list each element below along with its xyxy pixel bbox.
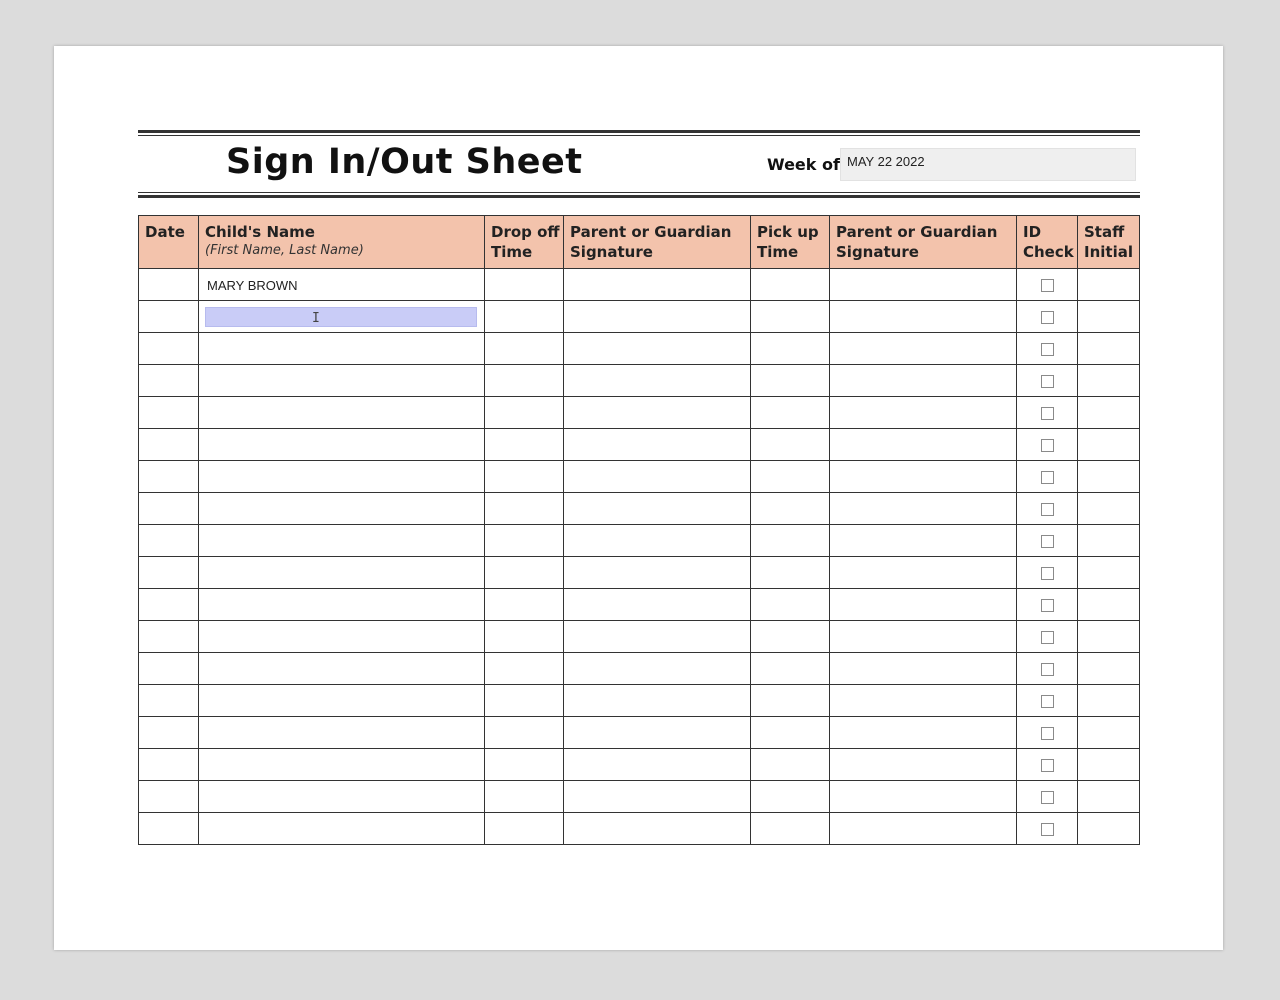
id-check-checkbox[interactable] [1041,407,1054,420]
id-check-cell [1017,525,1078,557]
column-label: Child's Name [205,223,315,241]
pick-up-time-cell[interactable] [751,813,830,845]
pickup-signature-cell[interactable] [830,685,1017,717]
table-row [139,301,1140,333]
id-check-cell [1017,781,1078,813]
pickup-signature-cell[interactable] [830,653,1017,685]
pick-up-time-cell[interactable] [751,557,830,589]
dropoff-signature-cell[interactable] [564,653,751,685]
child-name-cell[interactable] [199,813,485,845]
pick-up-time-cell[interactable] [751,429,830,461]
drop-off-time-cell[interactable] [485,781,564,813]
pickup-signature-cell[interactable] [830,557,1017,589]
staff-initial-cell[interactable] [1078,429,1140,461]
child-name-cell[interactable] [199,589,485,621]
column-header-child-name [199,216,485,269]
child-name-cell[interactable] [199,397,485,429]
id-check-checkbox[interactable] [1041,823,1054,836]
pick-up-time-cell[interactable] [751,781,830,813]
dropoff-signature-cell[interactable] [564,749,751,781]
pickup-signature-cell[interactable] [830,365,1017,397]
child-name-text [199,598,207,613]
dropoff-signature-cell[interactable] [564,589,751,621]
table-row [139,813,1140,845]
staff-initial-cell[interactable] [1078,653,1140,685]
id-check-cell [1017,621,1078,653]
pickup-signature-cell[interactable] [830,493,1017,525]
pickup-signature-cell[interactable] [830,461,1017,493]
column-label: Parent or Guardian Signature [836,223,998,261]
pickup-signature-cell[interactable] [830,781,1017,813]
id-check-checkbox[interactable] [1041,375,1054,388]
id-check-cell [1017,717,1078,749]
pickup-signature-cell[interactable] [830,429,1017,461]
sheet-title: Sign In/Out Sheet [226,142,583,182]
staff-initial-cell[interactable] [1078,525,1140,557]
child-name-cell[interactable] [199,365,485,397]
id-check-checkbox[interactable] [1041,631,1054,644]
id-check-cell [1017,397,1078,429]
drop-off-time-cell[interactable] [485,557,564,589]
column-header-id-check [1017,216,1078,269]
drop-off-time-cell[interactable] [485,685,564,717]
text-cursor-icon: I [312,310,320,326]
dropoff-signature-cell[interactable] [564,429,751,461]
child-name-cell[interactable] [199,781,485,813]
id-check-checkbox[interactable] [1041,791,1054,804]
pickup-signature-cell[interactable] [830,813,1017,845]
id-check-checkbox[interactable] [1041,439,1054,452]
child-name-text [199,534,207,549]
drop-off-time-cell[interactable] [485,493,564,525]
staff-initial-cell[interactable] [1078,749,1140,781]
child-name-cell[interactable] [199,269,485,301]
child-name-input-focused[interactable] [205,307,477,327]
id-check-checkbox[interactable] [1041,599,1054,612]
table-row [139,429,1140,461]
dropoff-signature-cell[interactable] [564,557,751,589]
id-check-cell [1017,461,1078,493]
child-name-text [199,438,207,453]
drop-off-time-cell[interactable] [485,333,564,365]
column-label: Pick up Time [757,223,819,261]
child-name-text [199,630,207,645]
drop-off-time-cell[interactable] [485,301,564,333]
pick-up-time-cell[interactable] [751,333,830,365]
date-cell[interactable] [139,621,199,653]
id-check-cell [1017,589,1078,621]
header-rule-top [138,130,1140,133]
drop-off-time-cell[interactable] [485,397,564,429]
staff-initial-cell[interactable] [1078,269,1140,301]
dropoff-signature-cell[interactable] [564,397,751,429]
drop-off-time-cell[interactable] [485,525,564,557]
date-cell[interactable] [139,813,199,845]
table-row [139,653,1140,685]
id-check-checkbox[interactable] [1041,279,1054,292]
date-cell[interactable] [139,653,199,685]
column-header-pickup-signature [830,216,1017,269]
table-row [139,525,1140,557]
dropoff-signature-cell[interactable] [564,525,751,557]
id-check-checkbox[interactable] [1041,535,1054,548]
dropoff-signature-cell[interactable] [564,685,751,717]
child-name-text [199,694,207,709]
child-name-text [199,790,207,805]
child-name-text [199,726,207,741]
pickup-signature-cell[interactable] [830,749,1017,781]
drop-off-time-cell[interactable] [485,429,564,461]
dropoff-signature-cell[interactable] [564,813,751,845]
dropoff-signature-cell[interactable] [564,269,751,301]
pickup-signature-cell[interactable] [830,717,1017,749]
id-check-cell [1017,493,1078,525]
id-check-checkbox[interactable] [1041,471,1054,484]
date-cell[interactable] [139,717,199,749]
pick-up-time-cell[interactable] [751,749,830,781]
staff-initial-cell[interactable] [1078,365,1140,397]
table-row [139,269,1140,301]
child-name-text: MARY BROWN [207,278,298,293]
table-row [139,781,1140,813]
pick-up-time-cell[interactable] [751,461,830,493]
table-row [139,749,1140,781]
child-name-text [199,374,207,389]
staff-initial-cell[interactable] [1078,781,1140,813]
pick-up-time-cell[interactable] [751,589,830,621]
pickup-signature-cell[interactable] [830,301,1017,333]
column-header-dropoff-signature [564,216,751,269]
header-rule-bottom [138,195,1140,198]
child-name-text [199,822,207,837]
table-row [139,621,1140,653]
id-check-checkbox[interactable] [1041,759,1054,772]
child-name-cell[interactable] [199,653,485,685]
child-name-cell[interactable] [199,717,485,749]
pick-up-time-cell[interactable] [751,717,830,749]
staff-initial-cell[interactable] [1078,493,1140,525]
date-cell[interactable] [139,301,199,333]
id-check-cell [1017,813,1078,845]
id-check-cell [1017,333,1078,365]
column-label: Parent or Guardian Signature [570,223,732,261]
week-of-field[interactable]: MAY 22 2022 [840,148,1136,181]
id-check-checkbox[interactable] [1041,343,1054,356]
header-rule-bottom-thin [138,192,1140,193]
column-label: ID Check [1023,223,1074,261]
id-check-cell [1017,557,1078,589]
column-header-drop-off-time [485,216,564,269]
dropoff-signature-cell[interactable] [564,493,751,525]
table-row [139,397,1140,429]
column-header-pick-up-time [751,216,830,269]
pickup-signature-cell[interactable] [830,525,1017,557]
pick-up-time-cell[interactable] [751,397,830,429]
dropoff-signature-cell[interactable] [564,365,751,397]
drop-off-time-cell[interactable] [485,717,564,749]
drop-off-time-cell[interactable] [485,365,564,397]
pickup-signature-cell[interactable] [830,269,1017,301]
child-name-text [199,342,207,357]
staff-initial-cell[interactable] [1078,333,1140,365]
date-cell[interactable] [139,557,199,589]
id-check-cell [1017,429,1078,461]
child-name-cell[interactable] [199,493,485,525]
staff-initial-cell[interactable] [1078,717,1140,749]
table-row [139,717,1140,749]
id-check-checkbox[interactable] [1041,663,1054,676]
pickup-signature-cell[interactable] [830,333,1017,365]
pick-up-time-cell[interactable] [751,269,830,301]
date-cell[interactable] [139,685,199,717]
staff-initial-cell[interactable] [1078,557,1140,589]
column-label: Drop off Time [491,223,560,261]
column-label: Date [145,223,185,241]
id-check-checkbox[interactable] [1041,311,1054,324]
pick-up-time-cell[interactable] [751,301,830,333]
date-cell[interactable] [139,429,199,461]
child-name-text [199,406,207,421]
staff-initial-cell[interactable] [1078,397,1140,429]
id-check-checkbox[interactable] [1041,727,1054,740]
child-name-cell[interactable] [199,461,485,493]
pick-up-time-cell[interactable] [751,621,830,653]
table-row [139,557,1140,589]
child-name-cell[interactable] [199,621,485,653]
pickup-signature-cell[interactable] [830,621,1017,653]
date-cell[interactable] [139,781,199,813]
date-cell[interactable] [139,269,199,301]
child-name-cell[interactable] [199,557,485,589]
pickup-signature-cell[interactable] [830,397,1017,429]
drop-off-time-cell[interactable] [485,813,564,845]
staff-initial-cell[interactable] [1078,621,1140,653]
child-name-text [199,662,207,677]
date-cell[interactable] [139,461,199,493]
dropoff-signature-cell[interactable] [564,717,751,749]
child-name-text [199,566,207,581]
pick-up-time-cell[interactable] [751,365,830,397]
column-label: Staff Initial [1084,223,1133,261]
staff-initial-cell[interactable] [1078,813,1140,845]
pick-up-time-cell[interactable] [751,685,830,717]
dropoff-signature-cell[interactable] [564,781,751,813]
id-check-checkbox[interactable] [1041,567,1054,580]
pick-up-time-cell[interactable] [751,525,830,557]
sign-in-out-table [138,215,1140,845]
child-name-text [199,470,207,485]
table-row [139,461,1140,493]
table-header-row [139,216,1140,269]
id-check-cell [1017,749,1078,781]
dropoff-signature-cell[interactable] [564,301,751,333]
drop-off-time-cell[interactable] [485,589,564,621]
table-row [139,685,1140,717]
drop-off-time-cell[interactable] [485,269,564,301]
table-row [139,589,1140,621]
date-cell[interactable] [139,525,199,557]
table-row [139,493,1140,525]
date-cell[interactable] [139,749,199,781]
table-row [139,365,1140,397]
header-rule-top-thin [138,135,1140,136]
id-check-cell [1017,301,1078,333]
child-name-cell[interactable] [199,333,485,365]
date-cell[interactable] [139,397,199,429]
column-header-staff-initial [1078,216,1140,269]
dropoff-signature-cell[interactable] [564,461,751,493]
drop-off-time-cell[interactable] [485,621,564,653]
date-cell[interactable] [139,589,199,621]
date-cell[interactable] [139,365,199,397]
child-name-cell[interactable] [199,685,485,717]
date-cell[interactable] [139,333,199,365]
date-cell[interactable] [139,493,199,525]
child-name-cell[interactable] [199,525,485,557]
drop-off-time-cell[interactable] [485,653,564,685]
id-check-cell [1017,653,1078,685]
id-check-cell [1017,365,1078,397]
drop-off-time-cell[interactable] [485,749,564,781]
week-of-label: Week of [767,155,840,174]
child-name-text [199,758,207,773]
table-row [139,333,1140,365]
column-sublabel: (First Name, Last Name) [205,243,364,258]
pickup-signature-cell[interactable] [830,589,1017,621]
id-check-checkbox[interactable] [1041,695,1054,708]
child-name-text [199,502,207,517]
child-name-cell[interactable] [199,301,485,333]
staff-initial-cell[interactable] [1078,589,1140,621]
id-check-cell [1017,685,1078,717]
child-name-cell[interactable] [199,749,485,781]
child-name-cell[interactable] [199,429,485,461]
column-header-date [139,216,199,269]
staff-initial-cell[interactable] [1078,301,1140,333]
dropoff-signature-cell[interactable] [564,621,751,653]
id-check-checkbox[interactable] [1041,503,1054,516]
dropoff-signature-cell[interactable] [564,333,751,365]
id-check-cell [1017,269,1078,301]
staff-initial-cell[interactable] [1078,685,1140,717]
staff-initial-cell[interactable] [1078,461,1140,493]
pick-up-time-cell[interactable] [751,653,830,685]
pick-up-time-cell[interactable] [751,493,830,525]
drop-off-time-cell[interactable] [485,461,564,493]
